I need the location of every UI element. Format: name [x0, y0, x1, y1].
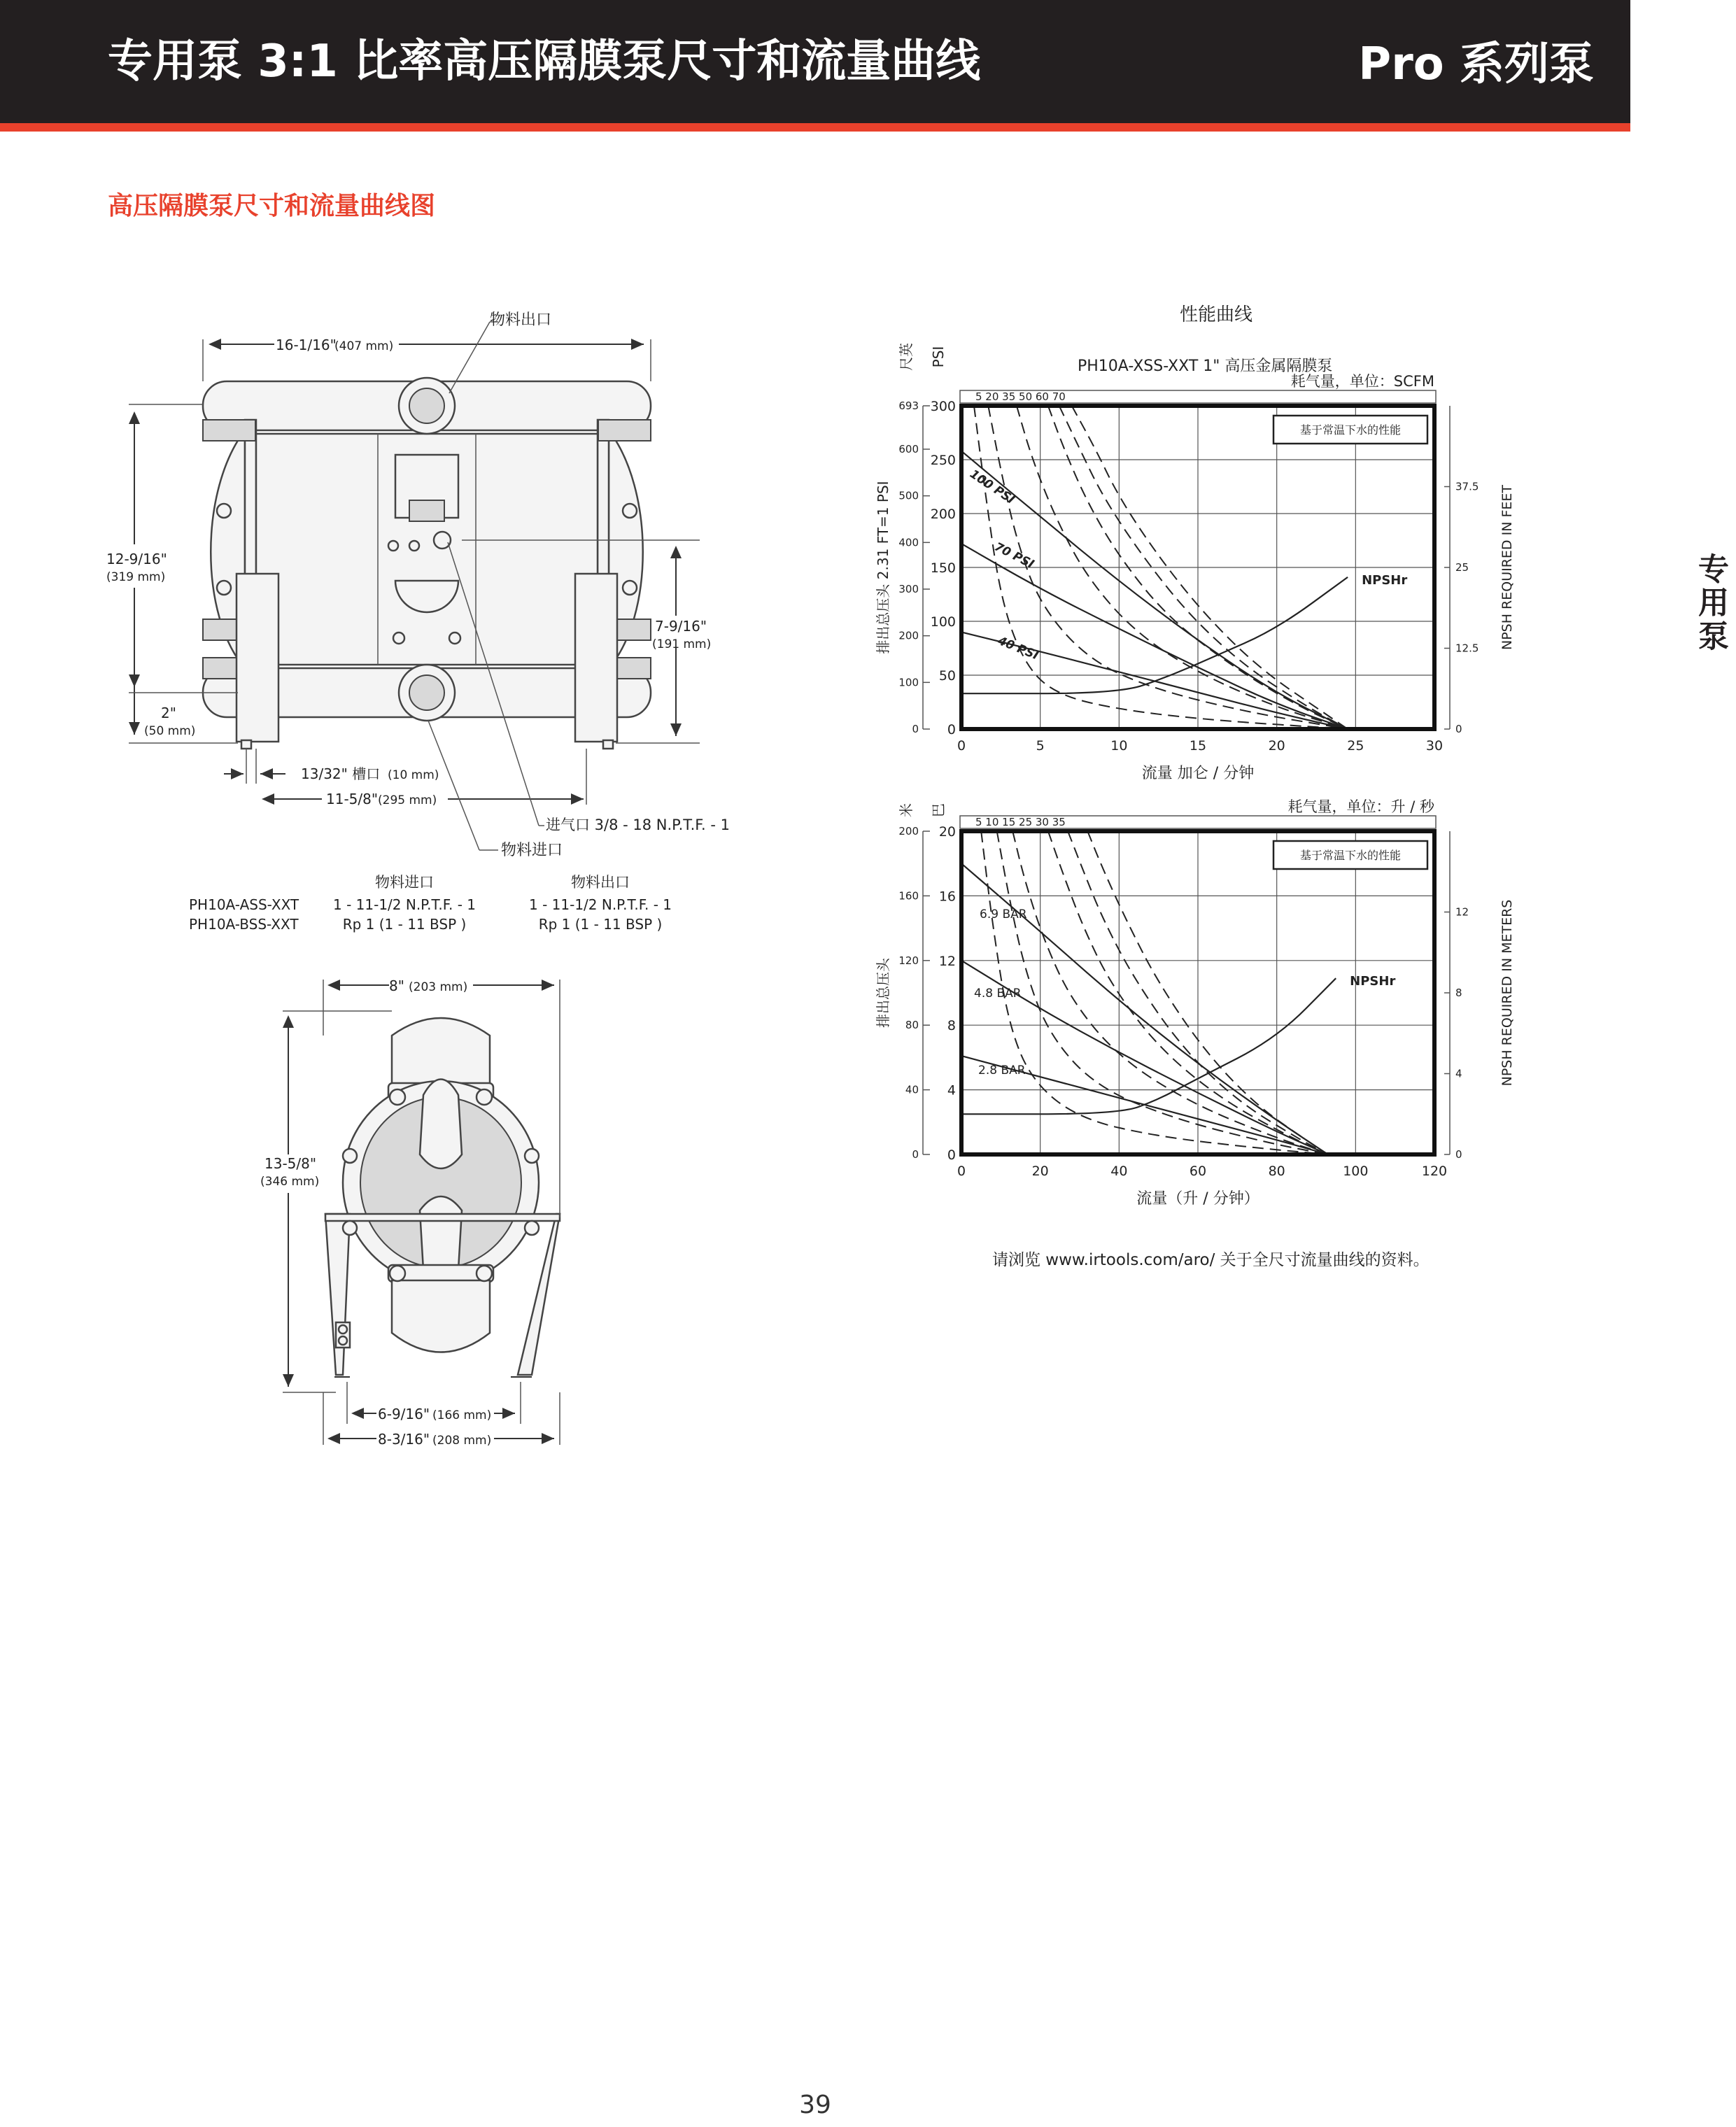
ports-row-outlet: 1 - 11-1/2 N.P.T.F. - 1 — [529, 896, 672, 913]
x-tick-label: 0 — [957, 738, 966, 754]
x-tick-label: 60 — [1189, 1164, 1207, 1179]
npsh-tick-label: 25 — [1455, 561, 1469, 574]
pressure-curve-label: 70 PSI — [992, 539, 1036, 572]
y-tick-label: 20 — [938, 824, 956, 840]
left-axis-tick-label: 0 — [912, 1148, 919, 1161]
base-mm-label: (50 mm) — [144, 724, 196, 738]
y-axis-title: 排出总压头 — [875, 958, 891, 1028]
unit-label-feet: 尺英 — [898, 343, 915, 371]
y-tick-label: 0 — [947, 1147, 956, 1163]
ports-row-inlet: Rp 1 (1 - 11 BSP ) — [342, 916, 467, 933]
npsh-tick-label: 0 — [1455, 723, 1462, 735]
left-axis-tick-label: 160 — [898, 889, 919, 903]
air-consumption-curve — [1048, 831, 1328, 1154]
left-axis-tick-label: 80 — [905, 1019, 919, 1032]
legend-text: 基于常温下水的性能 — [1299, 423, 1402, 437]
page-number: 39 — [799, 2091, 831, 2119]
performance-chart-us — [875, 343, 1515, 782]
height-dim-label: 12-9/16" — [106, 551, 167, 567]
air-consumption-curve — [1012, 831, 1328, 1154]
pressure-curve-label: 4.8 BAR — [974, 987, 1022, 1001]
performance-title: 性能曲线 — [1179, 304, 1253, 325]
x-tick-label: 40 — [1110, 1164, 1128, 1179]
unit-label-meters: 米 — [898, 803, 915, 817]
ports-header-inlet: 物料进口 — [375, 874, 434, 891]
y-tick-label: 8 — [947, 1018, 956, 1034]
x-tick-label: 10 — [1110, 738, 1128, 754]
air-consumption-label: 耗气量，单位：升 / 秒 — [1287, 798, 1434, 815]
npsh-label: NPSHr — [1350, 974, 1396, 989]
left-axis-tick-label: 40 — [905, 1083, 919, 1096]
page-title: 专用泵 3:1 比率高压隔膜泵尺寸和流量曲线 — [108, 36, 981, 87]
left-axis-tick-label: 400 — [898, 536, 919, 549]
left-foot — [237, 574, 278, 742]
x-tick-label: 0 — [957, 1164, 966, 1179]
npsh-axis-title: NPSH REQUIRED IN FEET — [1499, 484, 1515, 651]
side-top-dim-label: 8" — [389, 977, 404, 994]
npsh-tick-label: 37.5 — [1455, 480, 1479, 493]
air-values: 5 10 15 25 30 35 — [975, 816, 1066, 828]
width-mm-label: (407 mm) — [334, 339, 394, 353]
npsh-curve — [961, 577, 1348, 693]
unit-label-bar: 巴 — [930, 803, 947, 817]
pressure-curve-label: 100 PSI — [967, 467, 1017, 507]
side-top-mm-label: (203 mm) — [409, 980, 468, 994]
outlet-callout: 物料出口 — [490, 311, 552, 329]
ports-table — [189, 874, 672, 933]
performance-note: 请浏览 www.irtools.com/aro/ 关于全尺寸流量曲线的资料。 — [992, 1251, 1430, 1269]
left-axis-tick-label: 300 — [898, 583, 919, 595]
air-consumption-label: 耗气量，单位：SCFM — [1290, 373, 1434, 390]
performance-chart-metric — [875, 798, 1515, 1208]
ports-row-model: PH10A-ASS-XXT — [189, 896, 299, 913]
air-inlet-port — [434, 532, 451, 549]
left-axis-tick-label: 693 — [898, 400, 919, 412]
section-title: 高压隔膜泵尺寸和流量曲线图 — [108, 192, 436, 220]
npsh-tick-label: 12.5 — [1455, 642, 1479, 655]
side-base-dim-label: 8-3/16" — [378, 1431, 430, 1448]
side-base-mm-label: (208 mm) — [432, 1434, 492, 1448]
npsh-tick-label: 0 — [1455, 1148, 1462, 1161]
upper-check — [420, 1080, 462, 1169]
pressure-curve-label: 6.9 BAR — [980, 907, 1027, 921]
legend-text: 基于常温下水的性能 — [1299, 849, 1402, 862]
side-height-dim-label: 13-5/8" — [264, 1155, 317, 1172]
x-tick-label: 25 — [1347, 738, 1364, 754]
side-view-drawing — [325, 1018, 560, 1377]
y-tick-label: 50 — [938, 668, 956, 684]
mount-dim-label: 11-5/8" — [326, 791, 379, 807]
x-axis-title: 流量 加仑 / 分钟 — [1141, 765, 1255, 782]
npsh-tick-label: 4 — [1455, 1067, 1462, 1080]
air-consumption-curve — [1087, 831, 1328, 1154]
series-title: Pro 系列泵 — [1358, 38, 1594, 90]
inlet-height-dim-label: 7-9/16" — [655, 618, 707, 635]
mount-mm-label: (295 mm) — [378, 793, 437, 807]
x-tick-label: 5 — [1036, 738, 1045, 754]
x-tick-label: 120 — [1421, 1164, 1448, 1179]
left-axis-tick-label: 120 — [898, 954, 919, 967]
side-tab: 专用泵 — [1693, 553, 1728, 653]
y-tick-label: 12 — [938, 953, 956, 969]
left-axis-tick-label: 0 — [912, 723, 919, 735]
x-tick-label: 20 — [1268, 738, 1285, 754]
inlet-height-mm-label: (191 mm) — [652, 637, 712, 651]
y-tick-label: 4 — [947, 1082, 956, 1098]
ports-row-outlet: Rp 1 (1 - 11 BSP ) — [538, 916, 663, 933]
y-tick-label: 250 — [930, 453, 956, 468]
air-consumption-curve — [997, 831, 1328, 1154]
x-tick-label: 20 — [1031, 1164, 1049, 1179]
ports-header-outlet: 物料出口 — [571, 874, 630, 891]
x-tick-label: 80 — [1268, 1164, 1285, 1179]
air-values: 5 20 35 50 60 70 — [975, 390, 1066, 403]
npsh-tick-label: 12 — [1455, 905, 1469, 919]
y-tick-label: 150 — [930, 560, 956, 576]
front-view-drawing — [203, 378, 651, 749]
slot-mm-label: (10 mm) — [388, 768, 439, 782]
slot-dim-label: 13/32" 槽口 — [301, 765, 381, 782]
left-axis-tick-label: 200 — [898, 629, 919, 642]
npsh-axis-title: NPSH REQUIRED IN METERS — [1499, 899, 1515, 1087]
bottom-elbow — [392, 1280, 490, 1352]
side-foot-dim-label: 6-9/16" — [378, 1406, 430, 1422]
x-tick-label: 15 — [1189, 738, 1207, 754]
left-axis-tick-label: 500 — [898, 489, 919, 502]
y-tick-label: 16 — [938, 889, 956, 905]
side-foot-mm-label: (166 mm) — [432, 1408, 492, 1422]
npsh-tick-label: 8 — [1455, 987, 1462, 999]
ports-row-inlet: 1 - 11-1/2 N.P.T.F. - 1 — [333, 896, 476, 913]
left-axis-tick-label: 100 — [898, 676, 919, 689]
pressure-curve-label: 2.8 BAR — [978, 1064, 1026, 1077]
air-inlet-callout: 进气口 3/8 - 18 N.P.T.F. - 1 — [546, 817, 730, 833]
y-axis-title: 排出总压头 2.31 FT=1 PSI — [875, 481, 891, 654]
left-axis-tick-label: 600 — [898, 443, 919, 455]
unit-label-psi: PSI — [930, 346, 947, 368]
width-dim-label: 16-1/16" — [276, 337, 337, 353]
base-dim-label: 2" — [161, 705, 176, 721]
x-tick-label: 100 — [1343, 1164, 1369, 1179]
side-height-mm-label: (346 mm) — [260, 1175, 320, 1189]
pressure-curve-label: 40 PSI — [996, 634, 1040, 663]
ports-row-model: PH10A-BSS-XXT — [189, 916, 299, 933]
pressure-curve — [961, 451, 1348, 729]
y-tick-label: 300 — [930, 399, 956, 414]
left-axis-tick-label: 200 — [898, 825, 919, 838]
y-tick-label: 200 — [930, 507, 956, 522]
x-axis-title: 流量（升 / 分钟） — [1136, 1190, 1259, 1208]
y-tick-label: 0 — [947, 722, 956, 737]
npsh-label: NPSHr — [1362, 572, 1408, 588]
x-tick-label: 30 — [1425, 738, 1444, 754]
y-tick-label: 100 — [930, 614, 956, 630]
right-foot — [575, 574, 617, 742]
height-mm-label: (319 mm) — [106, 570, 166, 584]
performance-model: PH10A-XSS-XXT 1" 高压金属隔膜泵 — [1078, 358, 1333, 375]
inlet-callout: 物料进口 — [501, 842, 563, 859]
